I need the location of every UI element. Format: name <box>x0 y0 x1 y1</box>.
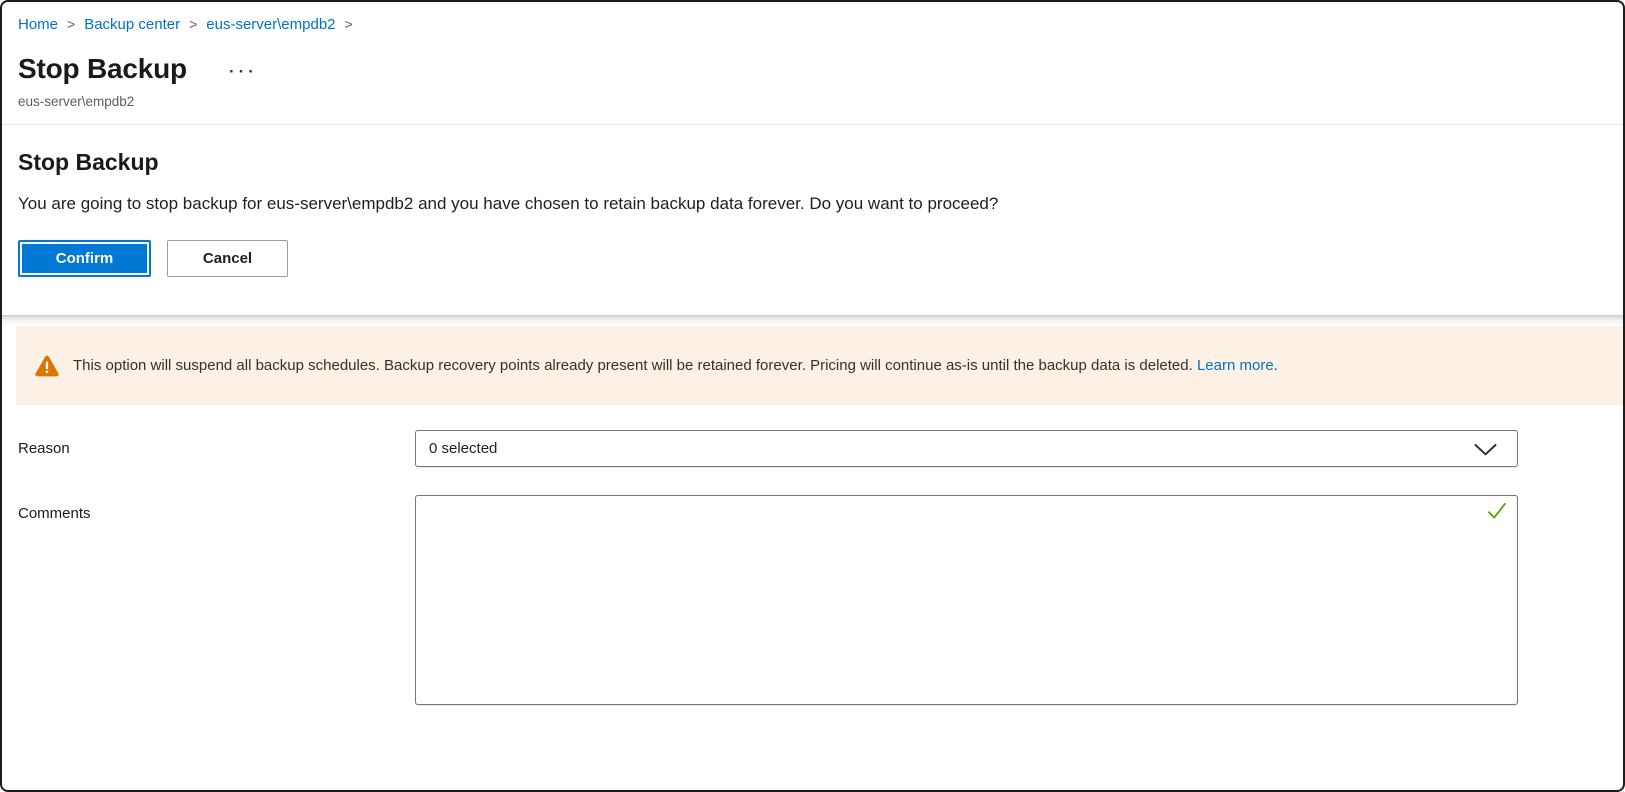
reason-dropdown[interactable] <box>415 430 1518 467</box>
confirm-button[interactable]: Confirm <box>18 240 151 277</box>
reason-row <box>2 430 1623 467</box>
breadcrumb-home-link[interactable]: Home <box>18 16 59 33</box>
confirm-section <box>2 125 1623 315</box>
comments-field-wrap <box>415 495 1518 705</box>
section-divider <box>2 315 1623 326</box>
confirm-message: You are going to stop backup for eus-server\empdb2 and you have chosen to retain backup data forever. Do you want to proceed? <box>18 194 999 213</box>
comments-label: Comments <box>18 505 91 522</box>
warning-banner <box>16 326 1623 405</box>
breadcrumb <box>18 12 1607 37</box>
chevron-down-icon <box>1474 444 1497 456</box>
warning-text <box>73 355 1278 376</box>
breadcrumb-server-link[interactable]: eus-server\empdb2 <box>206 16 336 33</box>
learn-more-link[interactable]: Learn more <box>1196 357 1274 374</box>
page-header <box>2 2 1623 111</box>
breadcrumb-separator: > <box>344 16 353 32</box>
reason-dropdown-value: 0 selected <box>429 440 498 457</box>
breadcrumb-separator: > <box>67 16 76 32</box>
comments-row <box>2 495 1623 705</box>
page-subtitle: eus-server\empdb2 <box>18 94 135 109</box>
breadcrumb-separator: > <box>189 16 198 32</box>
page-title: Stop Backup <box>18 53 187 84</box>
warning-link-suffix: . <box>1273 357 1278 374</box>
title-row <box>18 48 1607 90</box>
more-options-icon[interactable]: ··· <box>228 62 258 81</box>
warning-triangle-icon <box>35 355 59 377</box>
reason-label: Reason <box>18 440 70 457</box>
section-heading: Stop Backup <box>18 149 159 175</box>
cancel-button[interactable]: Cancel <box>167 240 288 277</box>
comments-textarea[interactable] <box>415 495 1518 705</box>
button-row <box>18 240 1607 277</box>
breadcrumb-backup-center-link[interactable]: Backup center <box>84 16 181 33</box>
warning-message: This option will suspend all backup schedules. Backup recovery points already present will be retained forever. Pricing will continue as-is until the backup data is deleted. <box>73 357 1193 374</box>
